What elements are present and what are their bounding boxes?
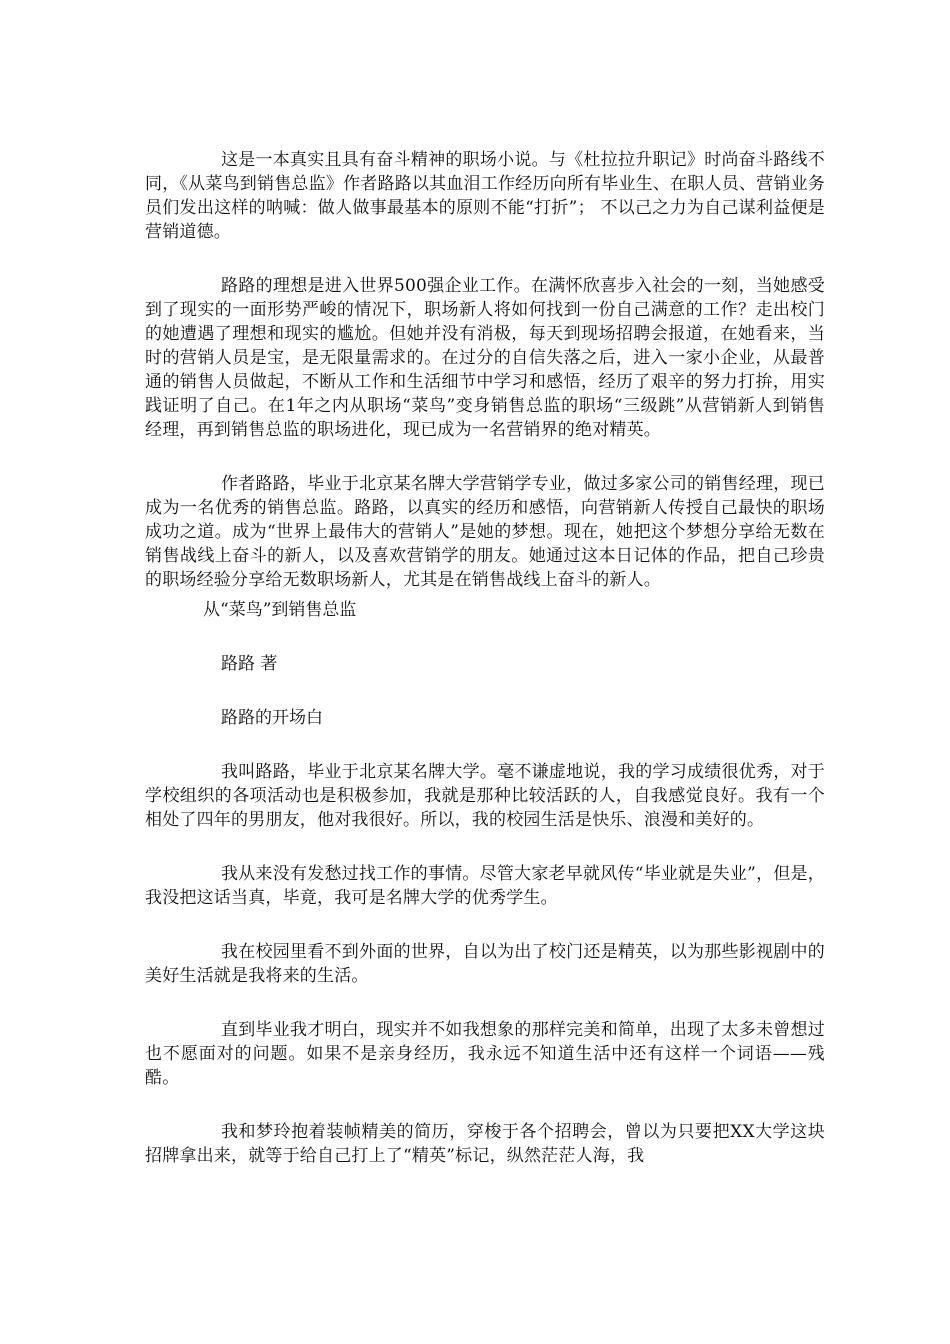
book-title: 从“菜鸟”到销售总监 [203,600,357,620]
intro-paragraph-3: 作者路路，毕业于北京某名牌大学营销学专业，做过多家公司的销售经理，现已成为一名优秀的销售总监。路路，以真实的经历和感悟，向营销新人传授自己最快的职场成功之道。成为“世界上最伟大的营销人”是她的梦想。现在，她把这个梦想分享给无数在销售战线上奋斗的新人，以及喜欢营销学的朋友。她通过这本日记体的作品，把自己珍贵的职场经验分享给无数职场新人，尤其是在销售战线上奋斗的新人。 [145,474,825,590]
body-paragraph-4: 直到毕业我才明白，现实并不如我想象的那样完美和简单，出现了太多未曾想过也不愿面对的问题。如果不是亲身经历，我永远不知道生活中还有这样一个词语——残酷。 [145,1020,825,1088]
body-paragraph-3: 我在校园里看不到外面的世界，自以为出了校门还是精英，以为那些影视剧中的美好生活就是我将来的生活。 [145,942,825,986]
author-line: 路路 著 [221,654,278,674]
body-paragraph-5: 我和梦玲抱着装帧精美的简历，穿梭于各个招聘会，曾以为只要把XX大学这块招牌拿出来，就等于给自己打上了“精英”标记，纵然茫茫人海，我 [145,1122,825,1166]
document-page [145,148,825,1198]
intro-paragraph-2: 路路的理想是进入世界500强企业工作。在满怀欣喜步入社会的一刻，当她感受到了现实的一面形势严峻的情况下，职场新人将如何找到一份自己满意的工作？走出校门的她遭遇了理想和现实的尴尬。但她并没有消极，每天到现场招聘会报道，在她看来，当时的营销人员是宝，是无限量需求的。在过分的自信失落之后，进入一家小企业，从最普通的销售人员做起，不断从工作和生活细节中学习和感悟，经历了艰辛的努力打拚，用实践证明了自己。在1年之内从职场“菜鸟”变身销售总监的职场“三级跳”从营销新人到销售经理，再到销售总监的职场进化，现已成为一名营销界的绝对精英。 [145,276,825,440]
body-paragraph-1: 我叫路路，毕业于北京某名牌大学。毫不谦虚地说，我的学习成绩很优秀，对于学校组织的各项活动也是积极参加，我就是那种比较活跃的人，自我感觉良好。我有一个相处了四年的男朋友，他对我很好。所以，我的校园生活是快乐、浪漫和美好的。 [145,762,825,830]
body-paragraph-2: 我从来没有发愁过找工作的事情。尽管大家老早就风传“毕业就是失业”，但是，我没把这话当真，毕竟，我可是名牌大学的优秀学生。 [145,864,825,908]
intro-paragraph-1: 这是一本真实且具有奋斗精神的职场小说。与《杜拉拉升职记》时尚奋斗路线不同，《从菜鸟到销售总监》作者路路以其血泪工作经历向所有毕业生、在职人员、营销业务员们发出这样的呐喊：做人做事最基本的原则不能“打折”； 不以己之力为自己谋利益便是营销道德。 [145,150,825,242]
chapter-title: 路路的开场白 [221,708,323,728]
